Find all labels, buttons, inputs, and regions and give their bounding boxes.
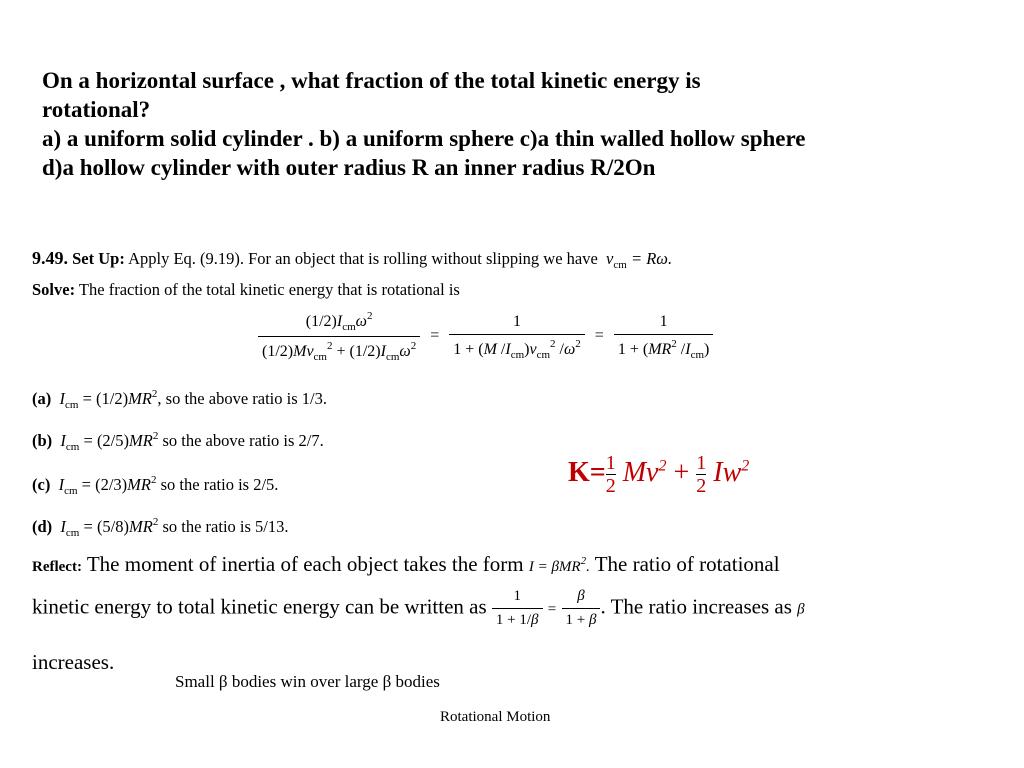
case-a: (a) $I_{cm} = (1/2)MR^2$, so the above ratio is 1/3. <box>32 388 327 411</box>
question-line-2: rotational? <box>42 97 151 122</box>
solve-line <box>32 280 460 300</box>
case-b: (b) $I_{cm} = (2/5)MR^2$ so the above ratio is 2/7. <box>32 430 324 453</box>
case-d: (d) $I_{cm} = (5/8)MR^2$ so the ratio is 5/13. <box>32 516 289 539</box>
question-line-1: On a horizontal surface , what fraction of the total kinetic energy is <box>42 68 701 93</box>
note-text: Small β bodies win over large β bodies <box>175 672 440 691</box>
vcm-equation: $v_{cm} = R\omega$. <box>601 249 673 271</box>
case-c: (c) $I_{cm} = (2/3)MR^2$ so the ratio is 2/5. <box>32 474 279 497</box>
k-prefix: K= <box>568 456 606 488</box>
term-iw: Iw$^2$ <box>713 456 750 488</box>
solve-label: Solve: <box>32 280 76 299</box>
question-text <box>42 66 1017 182</box>
reflect-label: Reflect: <box>32 559 82 575</box>
kinetic-energy-formula: K= $\frac{1}{2}$ Mv$^2$ + $\frac{1}{2}$ Iw$^2$ <box>568 452 750 497</box>
ratio-fraction-1: $\frac{(1/2)I_{cm}\omega^2}{(1/2)Mv_{cm}^2 + (1/2)I_{cm}\omega^2}$ <box>258 310 420 363</box>
reflect-line-1: Reflect: The moment of inertia of each object takes the form I = βMR$^2$. The ratio of rotational <box>32 552 780 576</box>
setup-label: Set Up: <box>72 249 125 268</box>
ratio-equation: $\frac{(1/2)I_{cm}\omega^2}{(1/2)Mv_{cm}^2 + (1/2)I_{cm}\omega^2}$ = $\frac{1}{1 + (M /I_{cm})v_{cm}^2 /\omega^2}$ = $\frac{1}{1 + (MR^2 /I_{cm})}$ <box>258 310 713 363</box>
reflect-line-3: increases. <box>32 650 115 674</box>
question-line-4: d)a hollow cylinder with outer radius R an inner radius R/2On <box>42 155 656 180</box>
term-mv: Mv$^2$ <box>622 456 667 488</box>
reflect-fraction-1: $\frac{1}{1 + 1/\beta}$ <box>492 588 543 629</box>
question-line-3: a) a uniform solid cylinder . b) a uniform sphere c)a thin walled hollow sphere <box>42 126 806 151</box>
ratio-fraction-2: $\frac{1}{1 + (M /I_{cm})v_{cm}^2 /\omega^2}$ <box>449 313 585 361</box>
half-fraction-1: $\frac{1}{2}$ <box>605 452 616 497</box>
ratio-fraction-3: $\frac{1}{1 + (MR^2 /I_{cm})}$ <box>614 313 714 361</box>
reflect-fraction-2: $\frac{\beta}{1 + \beta}$ <box>562 588 601 629</box>
half-fraction-2: $\frac{1}{2}$ <box>696 452 707 497</box>
footer-title: Rotational Motion <box>440 709 551 725</box>
setup-line <box>32 248 672 271</box>
setup-text: Apply Eq. (9.19). For an object that is rolling without slipping we have <box>128 249 598 268</box>
reflect-line-2: kinetic energy to total kinetic energy can be written as $\frac{1}{1 + 1/\beta}$ = $\frac{\beta}{1 + \beta}$ . The ratio increases as β <box>32 588 805 628</box>
solve-text: The fraction of the total kinetic energy that is rotational is <box>78 280 460 299</box>
problem-number: 9.49. <box>32 248 68 268</box>
